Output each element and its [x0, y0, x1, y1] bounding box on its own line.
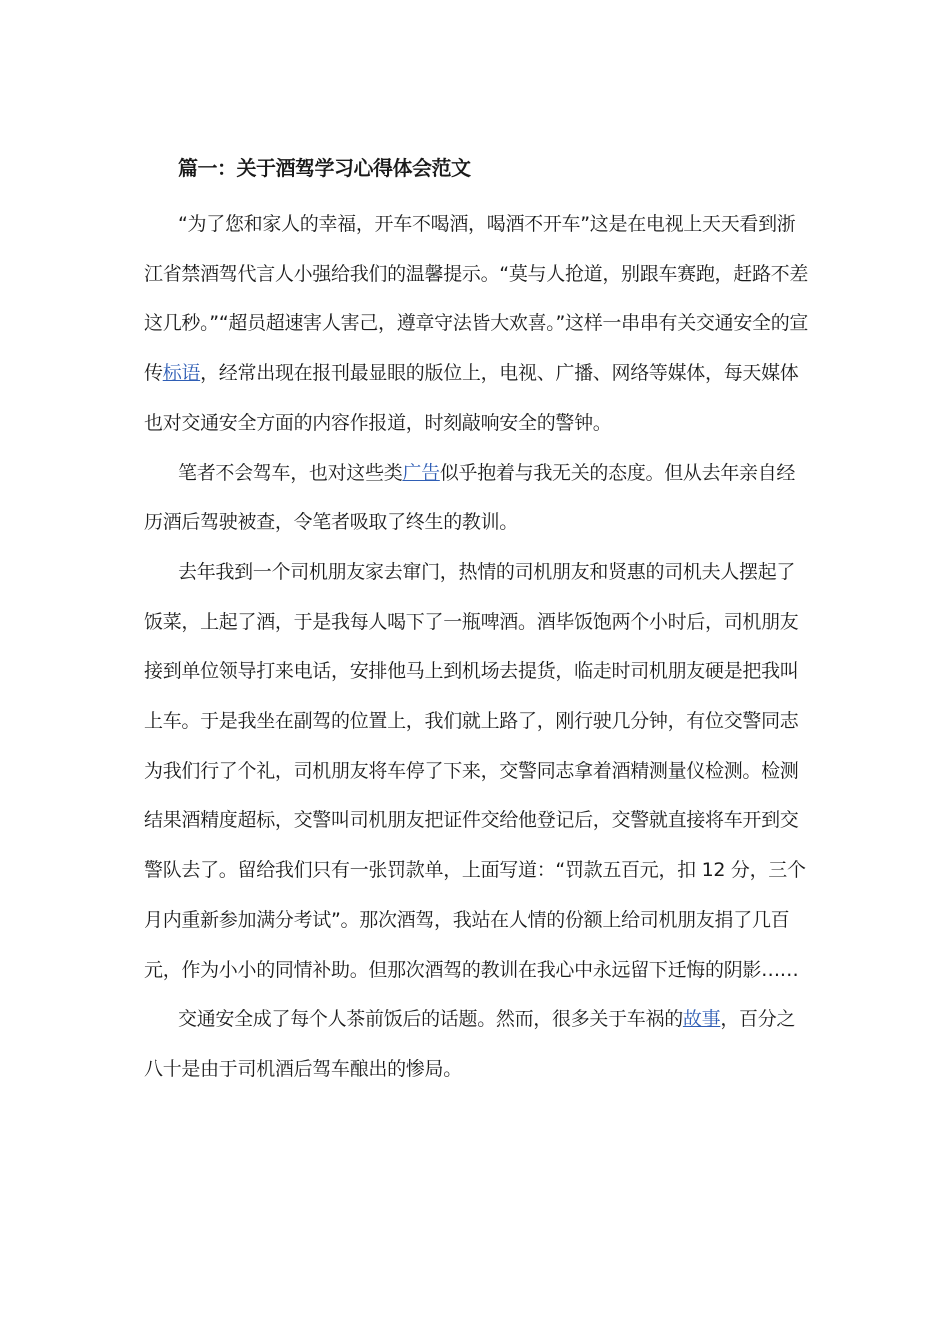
paragraph-1: [144, 200, 812, 449]
paragraph-4-text-b: ，百分之八十是由于司机酒后驾车酿出的惨局。: [144, 1008, 796, 1080]
paragraph-4: [144, 995, 812, 1094]
paragraph-4-text-a: 交通安全成了每个人茶前饭后的话题。然而，很多关于车祸的: [178, 1008, 683, 1031]
paragraph-2-text-a: 笔者不会驾车，也对这些类: [178, 461, 403, 484]
document-title: 篇一：关于酒驾学习心得体会范文: [178, 156, 471, 180]
paragraph-1-text-b: ，经常出现在报刊最显眼的版位上，电视、广播、网络等媒体，每天媒体也对交通安全方面的内容作报道，时刻敲响安全的警钟。: [144, 362, 799, 434]
link-slogan[interactable]: 标语: [162, 362, 201, 385]
paragraph-2-text-b: 似乎抱着与我无关的态度。但从去年亲自经历酒后驾驶被查，令笔者吸取了终生的教训。: [144, 461, 796, 534]
link-advertisement[interactable]: 广告: [402, 461, 440, 484]
document-body: [144, 200, 812, 1095]
link-story[interactable]: 故事: [682, 1008, 721, 1031]
paragraph-1-text-a: “为了您和家人的幸福，开车不喝酒，喝酒不开车”这是在电视上天天看到浙江省禁酒驾代言人小强给我们的温馨提示。“莫与人抢道，别跟车赛跑，赶路不差这几秒。”“超员超速害人害己，遵章守法皆大欢喜。”这样一串串有关交通安全的宣传: [144, 213, 809, 385]
paragraph-2: [144, 449, 812, 548]
paragraph-3-text: 去年我到一个司机朋友家去窜门，热情的司机朋友和贤惠的司机夫人摆起了饭菜，上起了酒，于是我每人喝下了一瓶啤酒。酒毕饭饱两个小时后，司机朋友接到单位领导打来电话，安排他马上到机场去提货，临走时司机朋友硬是把我叫上车。于是我坐在副驾的位置上，我们就上路了，刚行驶几分钟，有位交警同志为我们行了个礼，司机朋友将车停了下来，交警同志拿着酒精测量仪检测。检测结果酒精度超标，交警叫司机朋友把证件交给他登记后，交警就直接将车开到交警队去了。留给我们只有一张罚款单，上面写道：“罚款五百元，扣 12 分，三个月内重新参加满分考试”。那次酒驾，我站在人情的份额上给司机朋友捐了几百元，作为小小的同情补助。但那次酒驾的教训在我心中永远留下迁悔的阴影……: [144, 560, 806, 981]
paragraph-3: [144, 548, 812, 995]
